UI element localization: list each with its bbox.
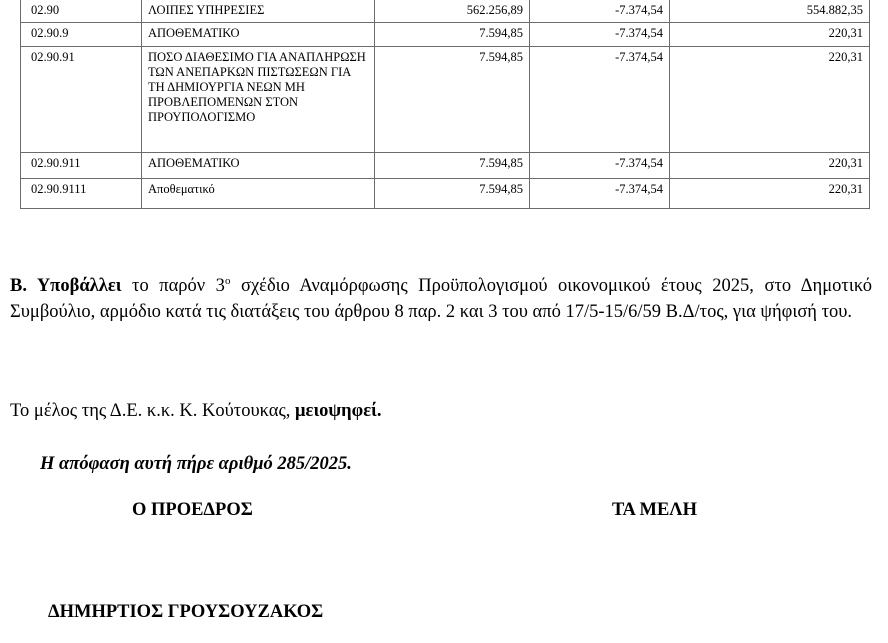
section-b-lead: Β. Υποβάλλει [10, 276, 122, 296]
amount-final: 554.882,35 [670, 0, 870, 22]
account-description: ΛΟΙΠΕΣ ΥΠΗΡΕΣΙΕΣ [142, 0, 375, 22]
account-code: 02.90.91 [21, 46, 142, 152]
amount-change: -7.374,54 [530, 0, 670, 22]
account-code: 02.90.9111 [21, 178, 142, 208]
president-title: Ο ΠΡΟΕΔΡΟΣ [132, 500, 253, 520]
amount-final: 220,31 [670, 152, 870, 178]
budget-table [20, 0, 870, 209]
ordinal-superscript: ο [224, 274, 231, 287]
amount-initial: 7.594,85 [375, 22, 530, 46]
amount-change: -7.374,54 [530, 178, 670, 208]
decision-number: Η απόφαση αυτή πήρε αριθμό 285/2025. [40, 454, 352, 474]
amount-final: 220,31 [670, 178, 870, 208]
account-description: ΑΠΟΘΕΜΑΤΙΚΟ [142, 152, 375, 178]
table-row [21, 22, 870, 46]
amount-final: 220,31 [670, 22, 870, 46]
section-b-paragraph [10, 273, 872, 325]
table-row [21, 46, 870, 152]
member-note [10, 399, 381, 423]
amount-change: -7.374,54 [530, 152, 670, 178]
amount-change: -7.374,54 [530, 22, 670, 46]
amount-initial: 7.594,85 [375, 152, 530, 178]
account-description: Αποθεματικό [142, 178, 375, 208]
account-description: ΑΠΟΘΕΜΑΤΙΚΟ [142, 22, 375, 46]
section-b-text-1: το παρόν 3 [121, 276, 225, 296]
section-b-text-2: σχέδιο Αναμόρφωσης Προϋπολογισμού οικονομικού έτους 2025, στο Δημοτικό Συμβούλιο, αρμόδιο κατά τις διατάξεις του άρθρου 8 παρ. 2 και 3 του από 17/5-15/6/59 Β.Δ/τος, για ψήφισή του. [10, 276, 872, 322]
account-description: ΠΟΣΟ ΔΙΑΘΕΣΙΜΟ ΓΙΑ ΑΝΑΠΛΗΡΩΣΗ ΤΩΝ ΑΝΕΠΑΡΚΩΝ ΠΙΣΤΩΣΕΩΝ ΓΙΑ ΤΗ ΔΗΜΙΟΥΡΓΙΑ ΝΕΩΝ ΜΗ ΠΡΟΒΛΕΠΟΜΕΝΩΝ ΣΤΟΝ ΠΡΟΥΠΟΛΟΓΙΣΜΟ [142, 46, 375, 152]
account-code: 02.90.911 [21, 152, 142, 178]
member-note-vote: μειοψηφεί. [295, 401, 382, 421]
amount-final: 220,31 [670, 46, 870, 152]
amount-initial: 562.256,89 [375, 0, 530, 22]
account-code: 02.90.9 [21, 22, 142, 46]
amount-change: -7.374,54 [530, 46, 670, 152]
president-name: ΔΗΜΗΡΤΙΟΣ ΓΡΟΥΣΟΥΖΑΚΟΣ [48, 602, 324, 622]
account-code: 02.90 [21, 0, 142, 22]
member-note-text: Το μέλος της Δ.Ε. κ.κ. Κ. Κούτουκας, [10, 401, 296, 421]
table-row [21, 152, 870, 178]
amount-initial: 7.594,85 [375, 178, 530, 208]
members-title: ΤΑ ΜΕΛΗ [612, 500, 697, 520]
table-row [21, 178, 870, 208]
amount-initial: 7.594,85 [375, 46, 530, 152]
table-row [21, 0, 870, 22]
